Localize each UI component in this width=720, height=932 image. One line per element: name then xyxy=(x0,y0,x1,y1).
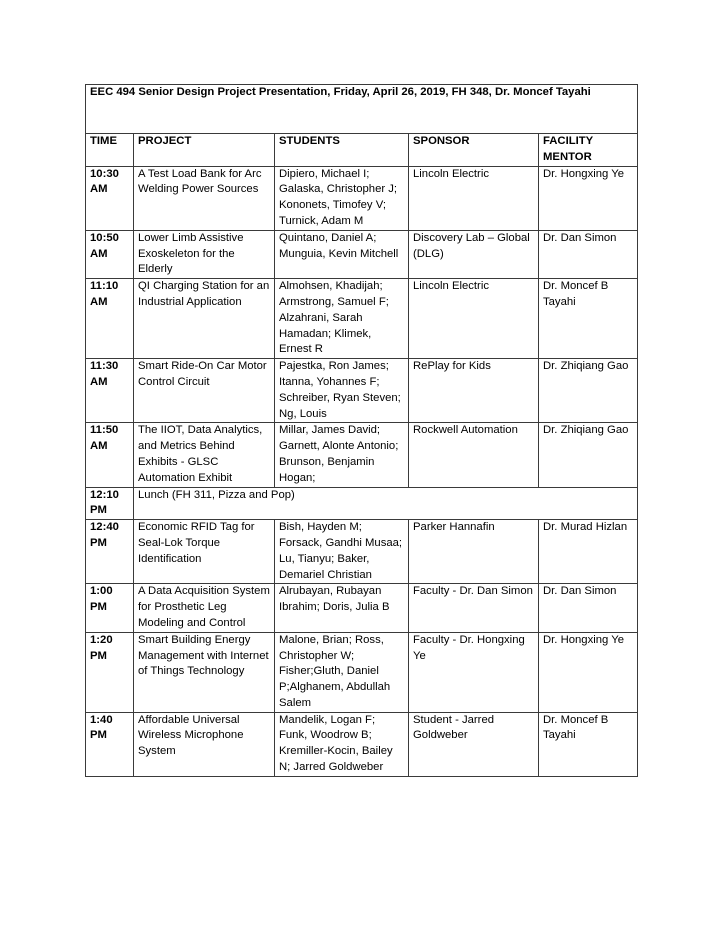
header-students: STUDENTS xyxy=(275,134,409,167)
project-cell: Smart Ride-On Car Motor Control Circuit xyxy=(134,359,275,423)
table-row xyxy=(86,166,638,230)
header-mentor: FACILITY MENTOR xyxy=(539,134,638,167)
lunch-row xyxy=(86,487,638,520)
header-project: PROJECT xyxy=(134,134,275,167)
mentor-cell: Dr. Hongxing Ye xyxy=(539,166,638,230)
sponsor-cell: Faculty - Dr. Dan Simon xyxy=(409,584,539,632)
table-row xyxy=(86,712,638,776)
project-cell: The IIOT, Data Analytics, and Metrics Behind Exhibits - GLSC Automation Exhibit xyxy=(134,423,275,487)
table-row xyxy=(86,230,638,278)
lunch-cell: Lunch (FH 311, Pizza and Pop) xyxy=(134,487,638,520)
mentor-cell: Dr. Dan Simon xyxy=(539,230,638,278)
mentor-cell: Dr. Moncef B Tayahi xyxy=(539,712,638,776)
project-cell: Affordable Universal Wireless Microphone System xyxy=(134,712,275,776)
schedule-document xyxy=(85,84,637,777)
schedule-table xyxy=(85,84,638,777)
time-cell: 1:40 PM xyxy=(86,712,134,776)
time-cell: 10:50 AM xyxy=(86,230,134,278)
mentor-cell: Dr. Moncef B Tayahi xyxy=(539,279,638,359)
project-cell: A Test Load Bank for Arc Welding Power Sources xyxy=(134,166,275,230)
table-row xyxy=(86,584,638,632)
students-cell: Alrubayan, Rubayan Ibrahim; Doris, Julia B xyxy=(275,584,409,632)
students-cell: Malone, Brian; Ross, Christopher W; Fisher;Gluth, Daniel P;Alghanem, Abdullah Salem xyxy=(275,632,409,712)
sponsor-cell: RePlay for Kids xyxy=(409,359,539,423)
page-title-cell xyxy=(86,85,638,134)
students-cell: Millar, James David; Garnett, Alonte Antonio; Brunson, Benjamin Hogan; xyxy=(275,423,409,487)
students-cell: Dipiero, Michael I; Galaska, Christopher J; Kononets, Timofey V; Turnick, Adam M xyxy=(275,166,409,230)
students-cell: Bish, Hayden M; Forsack, Gandhi Musaa; Lu, Tianyu; Baker, Demariel Christian xyxy=(275,520,409,584)
project-cell: Smart Building Energy Management with Internet of Things Technology xyxy=(134,632,275,712)
sponsor-cell: Rockwell Automation xyxy=(409,423,539,487)
sponsor-cell: Parker Hannafin xyxy=(409,520,539,584)
table-row xyxy=(86,632,638,712)
students-cell: Quintano, Daniel A; Munguia, Kevin Mitchell xyxy=(275,230,409,278)
mentor-cell: Dr. Hongxing Ye xyxy=(539,632,638,712)
time-cell: 11:10 AM xyxy=(86,279,134,359)
header-sponsor: SPONSOR xyxy=(409,134,539,167)
mentor-cell: Dr. Zhiqiang Gao xyxy=(539,423,638,487)
time-cell: 10:30 AM xyxy=(86,166,134,230)
table-row xyxy=(86,279,638,359)
mentor-cell: Dr. Zhiqiang Gao xyxy=(539,359,638,423)
header-time: TIME xyxy=(86,134,134,167)
header-row xyxy=(86,134,638,167)
project-cell: Economic RFID Tag for Seal-Lok Torque Identification xyxy=(134,520,275,584)
table-row xyxy=(86,520,638,584)
time-cell: 11:50 AM xyxy=(86,423,134,487)
sponsor-cell: Lincoln Electric xyxy=(409,166,539,230)
time-cell: 12:10 PM xyxy=(86,487,134,520)
students-cell: Almohsen, Khadijah; Armstrong, Samuel F; Alzahrani, Sarah Hamadan; Klimek, Ernest R xyxy=(275,279,409,359)
table-row xyxy=(86,423,638,487)
students-cell: Mandelik, Logan F; Funk, Woodrow B; Kremiller-Kocin, Bailey N; Jarred Goldweber xyxy=(275,712,409,776)
project-cell: Lower Limb Assistive Exoskeleton for the Elderly xyxy=(134,230,275,278)
project-cell: A Data Acquisition System for Prosthetic Leg Modeling and Control xyxy=(134,584,275,632)
project-cell: QI Charging Station for an Industrial Application xyxy=(134,279,275,359)
table-row xyxy=(86,359,638,423)
sponsor-cell: Faculty - Dr. Hongxing Ye xyxy=(409,632,539,712)
page-title: EEC 494 Senior Design Project Presentation, Friday, April 26, 2019, FH 348, Dr. Moncef Tayahi xyxy=(90,86,591,98)
time-cell: 11:30 AM xyxy=(86,359,134,423)
title-row xyxy=(86,85,638,134)
sponsor-cell: Discovery Lab – Global (DLG) xyxy=(409,230,539,278)
sponsor-cell: Lincoln Electric xyxy=(409,279,539,359)
mentor-cell: Dr. Dan Simon xyxy=(539,584,638,632)
students-cell: Pajestka, Ron James; Itanna, Yohannes F; Schreiber, Ryan Steven; Ng, Louis xyxy=(275,359,409,423)
sponsor-cell: Student - Jarred Goldweber xyxy=(409,712,539,776)
time-cell: 12:40 PM xyxy=(86,520,134,584)
time-cell: 1:20 PM xyxy=(86,632,134,712)
mentor-cell: Dr. Murad Hizlan xyxy=(539,520,638,584)
time-cell: 1:00 PM xyxy=(86,584,134,632)
